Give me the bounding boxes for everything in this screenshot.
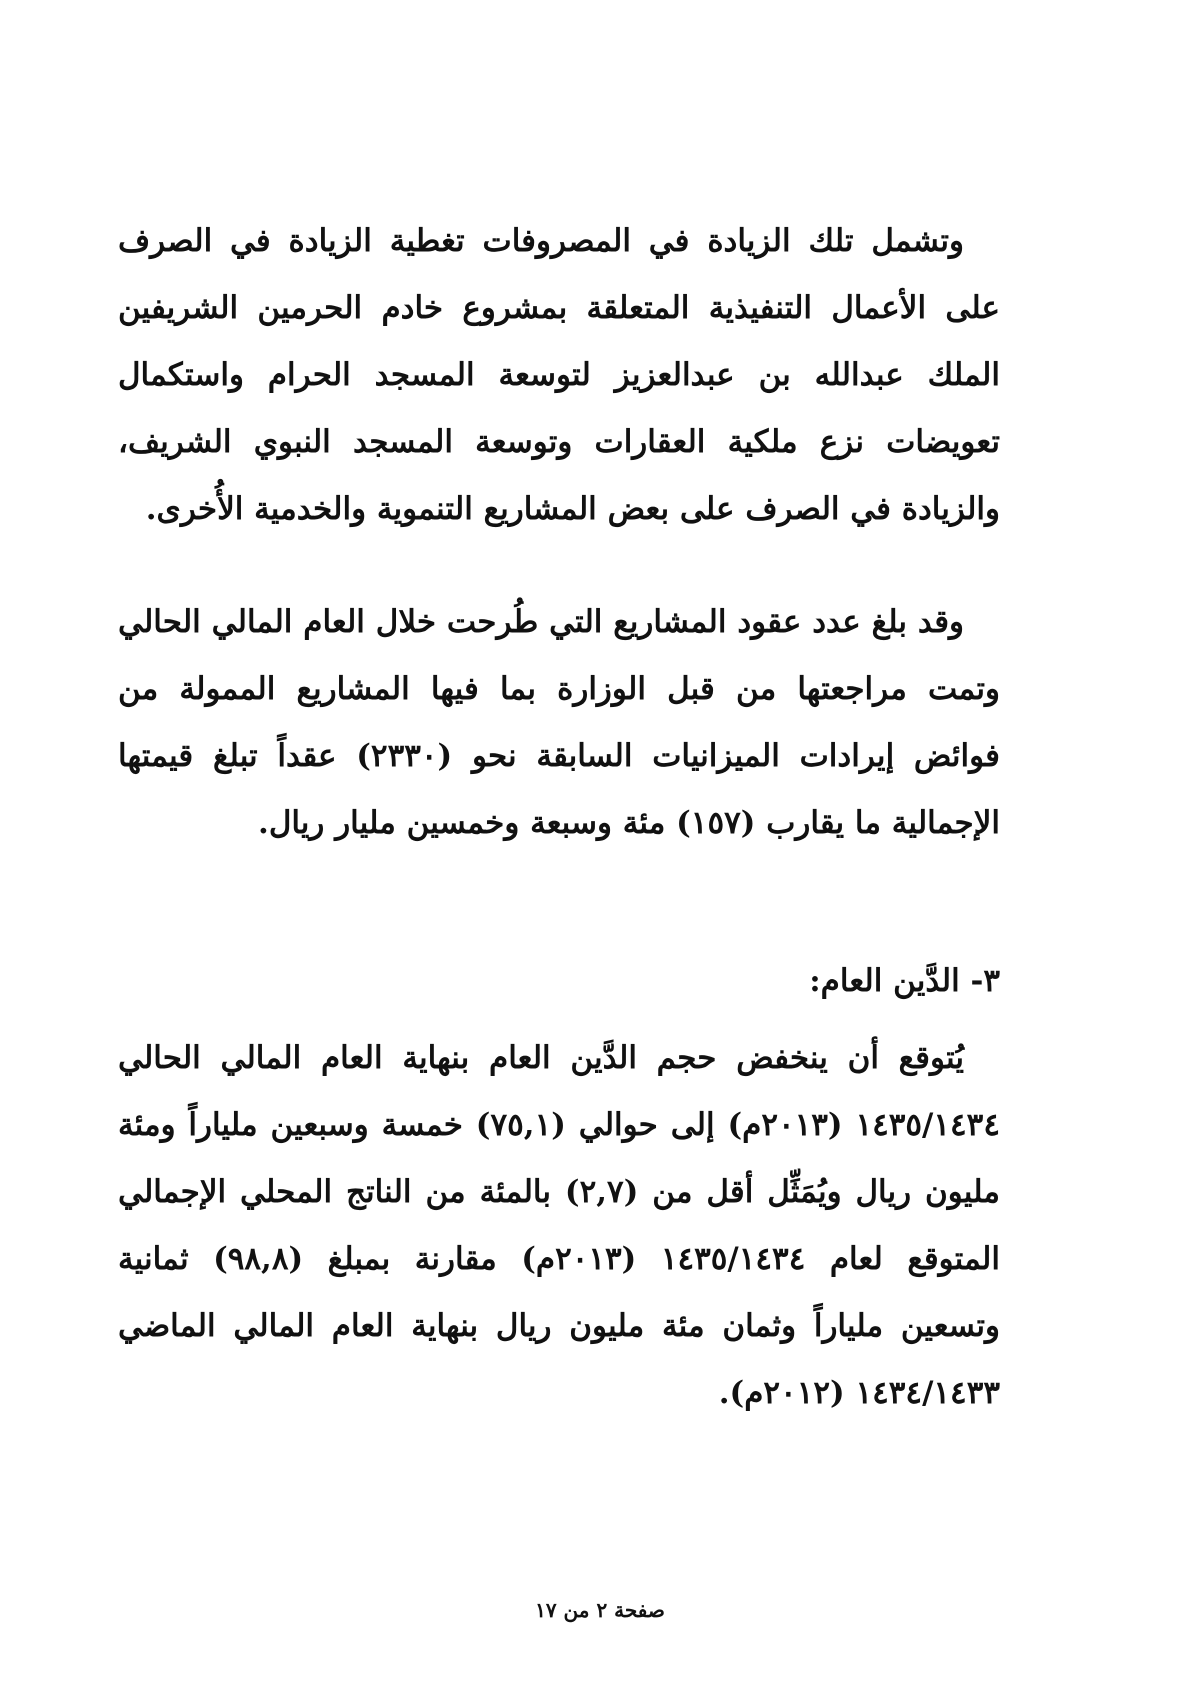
body-paragraph-public-debt: يُتوقع أن ينخفض حجم الدَّين العام بنهاية العام المالي الحالي ١٤٣٥/١٤٣٤ (٢٠١٣م) إلى حوالي (٧٥,١) خمسة وسبعين ملياراً ومئة مليون ريال ويُمَثِّل أقل من (٢,٧) بالمئة من الناتج المحلي الإجمالي المتوقع لعام ١٤٣٥/١٤٣٤ (٢٠١٣م) مقارنة بمبلغ (٩٨,٨) ثمانية وتسعين ملياراً وثمان مئة مليون ريال بنهاية العام المالي الماضي ١٤٣٤/١٤٣٣ (٢٠١٢م).: [118, 1040, 1000, 1411]
body-paragraph-project-contracts: وقد بلغ عدد عقود المشاريع التي طُرحت خلال العام المالي الحالي وتمت مراجعتها من قبل الوزارة بما فيها المشاريع الممولة من فوائض إيرادات الميزانيات السابقة نحو (٢٣٣٠) عقداً تبلغ قيمتها الإجمالية ما يقارب (١٥٧) مئة وسبعة وخمسين مليار ريال.: [118, 604, 1000, 841]
body-paragraph-expenditure-increase: وتشمل تلك الزيادة في المصروفات تغطية الزيادة في الصرف على الأعمال التنفيذية المتعلقة بمشروع خادم الحرمين الشريفين الملك عبدالله بن عبدالعزيز لتوسعة المسجد الحرام واستكمال تعويضات نزع ملكية العقارات وتوسعة المسجد النبوي الشريف، والزيادة في الصرف على بعض المشاريع التنموية والخدمية الأُخرى.: [118, 223, 1000, 527]
page-number: صفحة ٢ من ١٧: [535, 1598, 665, 1622]
section-heading-public-debt: ٣- الدَّين العام:: [809, 963, 1000, 999]
